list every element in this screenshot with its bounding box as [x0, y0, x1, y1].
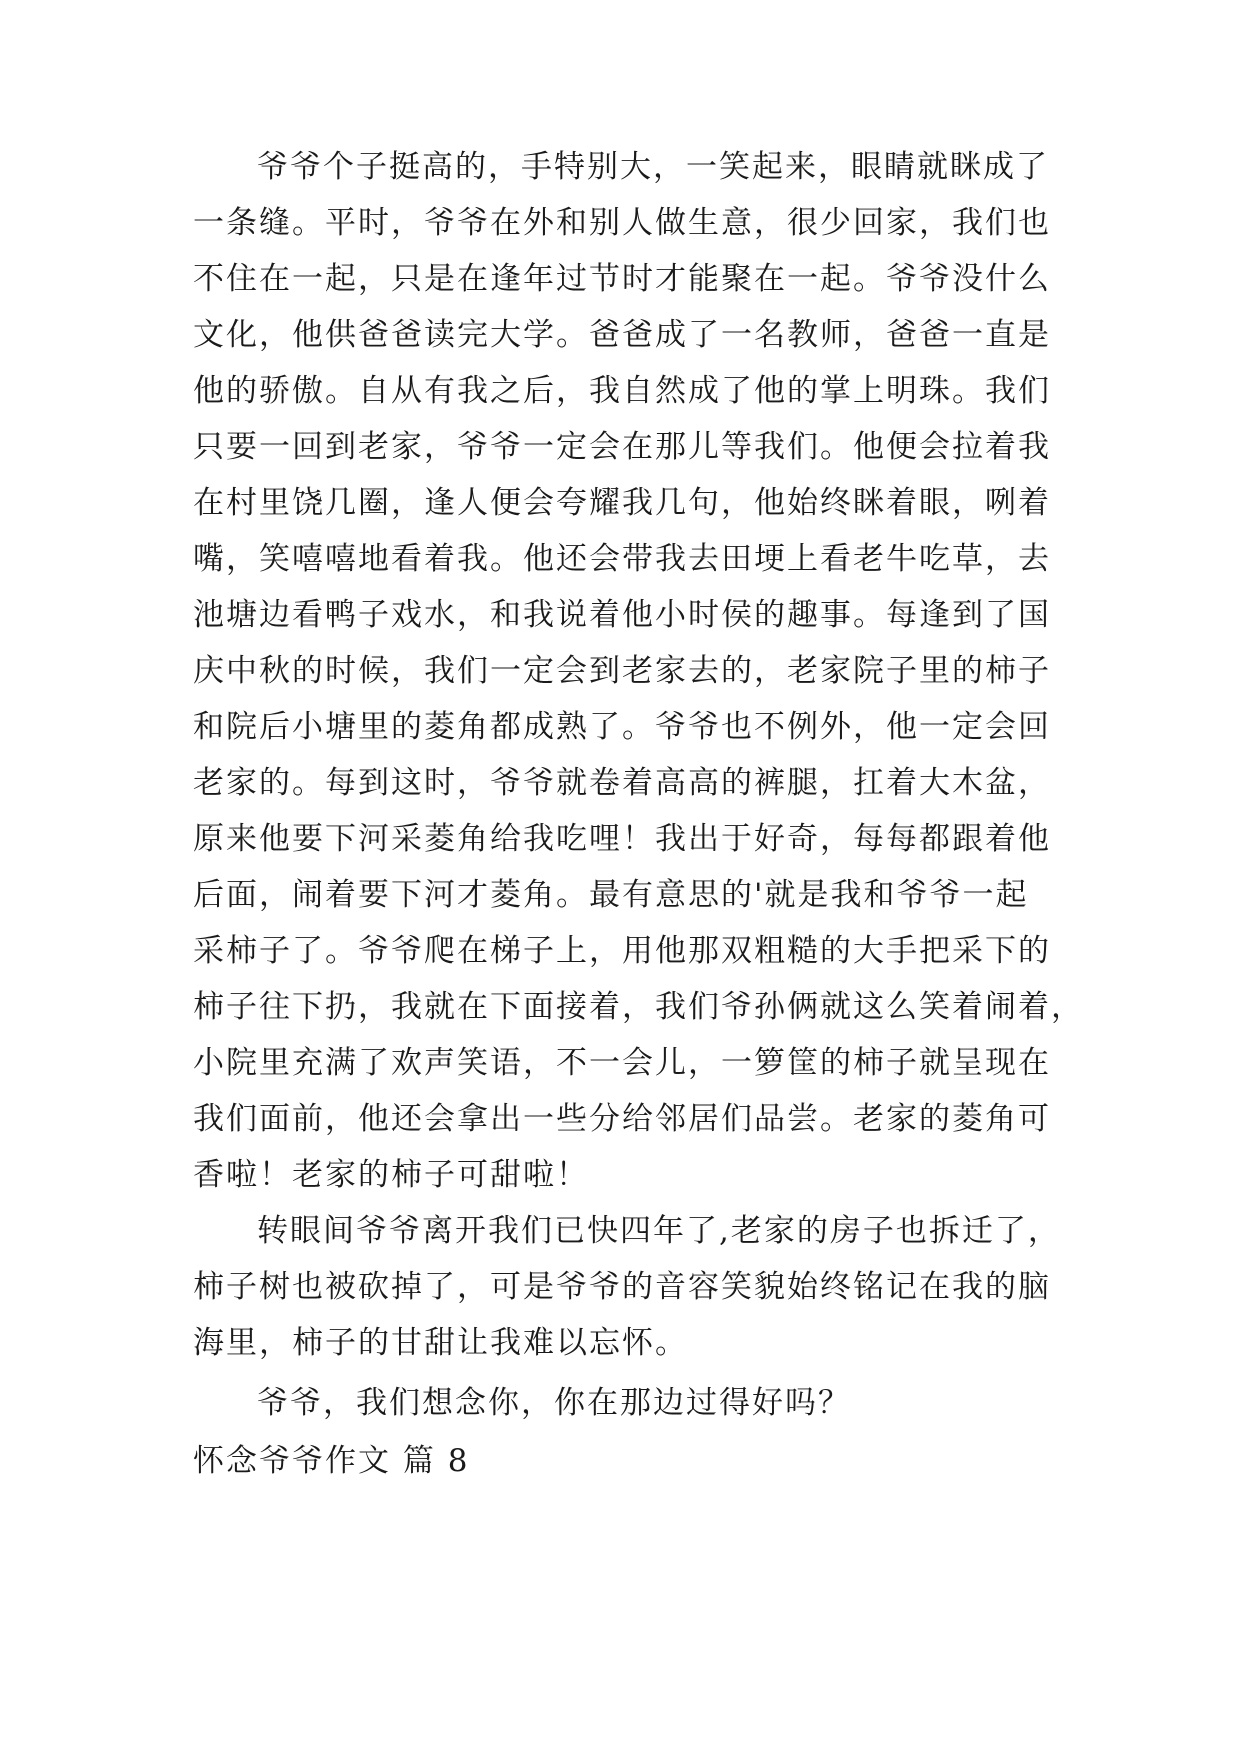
paragraph-1-line-18: 我们面前，他还会拿出一些分给邻居们品尝。老家的菱角可: [193, 1101, 1051, 1137]
paragraph-1-line-11: 和院后小塘里的菱角都成熟了。爷爷也不例外，他一定会回: [193, 709, 1051, 745]
paragraph-1-line-9: 池塘边看鸭子戏水，和我说着他小时侯的趣事。每逢到了国: [193, 597, 1051, 633]
paragraph-1-line-4: 文化，他供爸爸读完大学。爸爸成了一名教师，爸爸一直是: [193, 317, 1051, 353]
paragraph-1-line-8: 嘴，笑嘻嘻地看着我。他还会带我去田埂上看老牛吃草，去: [193, 541, 1051, 577]
paragraph-1-line-15: 采柿子了。爷爷爬在梯子上，用他那双粗糙的大手把采下的: [193, 933, 1051, 969]
paragraph-1-line-13: 原来他要下河采菱角给我吃哩！我出于好奇，每每都跟着他: [193, 821, 1051, 857]
paragraph-2-line-1: 转眼间爷爷离开我们已快四年了,老家的房子也拆迁了，: [257, 1213, 1061, 1249]
paragraph-1-line-3: 不住在一起，只是在逢年过节时才能聚在一起。爷爷没什么: [193, 261, 1051, 297]
paragraph-1-line-16: 柿子往下扔，我就在下面接着，我们爷孙俩就这么笑着闹着，: [193, 989, 1084, 1025]
paragraph-1-line-14: 后面，闹着要下河才菱角。最有意思的'就是我和爷爷一起: [193, 877, 1029, 913]
paragraph-1-line-7: 在村里饶几圈，逢人便会夸耀我几句，他始终眯着眼，咧着: [193, 485, 1051, 521]
paragraph-1-line-5: 他的骄傲。自从有我之后，我自然成了他的掌上明珠。我们: [193, 373, 1051, 409]
paragraph-1-line-17: 小院里充满了欢声笑语，不一会儿，一箩筐的柿子就呈现在: [193, 1045, 1051, 1081]
paragraph-3-line-1: 爷爷，我们想念你，你在那边过得好吗？: [257, 1385, 851, 1421]
paragraph-1-line-1: 爷爷个子挺高的，手特别大，一笑起来，眼睛就眯成了: [257, 149, 1049, 185]
paragraph-1-line-19: 香啦！老家的柿子可甜啦！: [193, 1157, 589, 1193]
paragraph-1-line-6: 只要一回到老家，爷爷一定会在那儿等我们。他便会拉着我: [193, 429, 1051, 465]
section-heading: 怀念爷爷作文 篇 8: [193, 1443, 470, 1479]
paragraph-1-line-12: 老家的。每到这时，爷爷就卷着高高的裤腿，扛着大木盆，: [193, 765, 1051, 801]
paragraph-2-line-2: 柿子树也被砍掉了，可是爷爷的音容笑貌始终铭记在我的脑: [193, 1269, 1051, 1305]
paragraph-1-line-2: 一条缝。平时，爷爷在外和别人做生意，很少回家，我们也: [193, 205, 1051, 241]
paragraph-2-line-3: 海里，柿子的甘甜让我难以忘怀。: [193, 1325, 688, 1361]
paragraph-1-line-10: 庆中秋的时候，我们一定会到老家去的，老家院子里的柿子: [193, 653, 1051, 689]
